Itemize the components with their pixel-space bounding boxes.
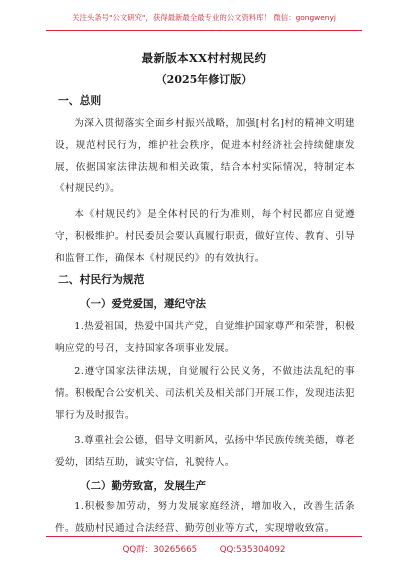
subsection-heading-production: （二）勤劳致富，发展生产 [80, 480, 206, 492]
paragraph-production-1: 1.积极参加劳动，努力发展家庭经济，增加收入，改善生活条件。鼓励村民通过合法经营、勤劳创业等方式，实现增收致富。 [55, 501, 355, 534]
paragraph-patriotism-2: 2.遵守国家法律法规，自觉履行公民义务，不做违法乱纪的事情。积极配合公安机关、司法机关及相关部门开展工作，发现违法犯罪行为及时报告。 [55, 366, 355, 421]
document-title: 最新版本XX村村规民约 [141, 51, 267, 65]
footer-qq: QQ:535304092 [219, 545, 286, 555]
document-subtitle: （2025年修订版） [155, 73, 253, 86]
footer-qq-group: QQ群：30265665 [122, 545, 198, 555]
subsection-heading-patriotism: （一）爱党爱国，遵纪守法 [80, 298, 206, 310]
section-heading-general: 一、总则 [58, 94, 102, 107]
section-heading-conduct: 二、村民行为规范 [58, 273, 145, 286]
footer-divider [46, 536, 362, 537]
header-divider [46, 30, 362, 31]
paragraph-general-1: 为深入贯彻落实全面乡村振兴战略，加强[村名]村的精神文明建设，规范村民行为，维护社会秩序，促进本村经济社会持续健康发展，依据国家法律法规和相关政策，结合本村实际情况，特制定本《村规民约》。 [55, 118, 355, 195]
promo-banner: 关注头条号"公文研究"，获得最新最全最专业的公文资料库！ 微信：gongwenyj [72, 13, 336, 22]
paragraph-general-2: 本《村规民约》是全体村民的行为准则，每个村民都应自觉遵守，积极维护。村民委员会要认真履行职责，做好宣传、教育、引导和监督工作，确保本《村规民约》的有效执行。 [55, 209, 355, 264]
paragraph-patriotism-1: 1.热爱祖国，热爱中国共产党，自觉维护国家尊严和荣誉，积极响应党的号召，支持国家各项事业发展。 [55, 321, 355, 354]
footer-contact [0, 543, 408, 555]
paragraph-patriotism-3: 3.尊重社会公德，倡导文明新风，弘扬中华民族传统美德，尊老爱幼，团结互助，诚实守信，礼貌待人。 [55, 435, 355, 468]
